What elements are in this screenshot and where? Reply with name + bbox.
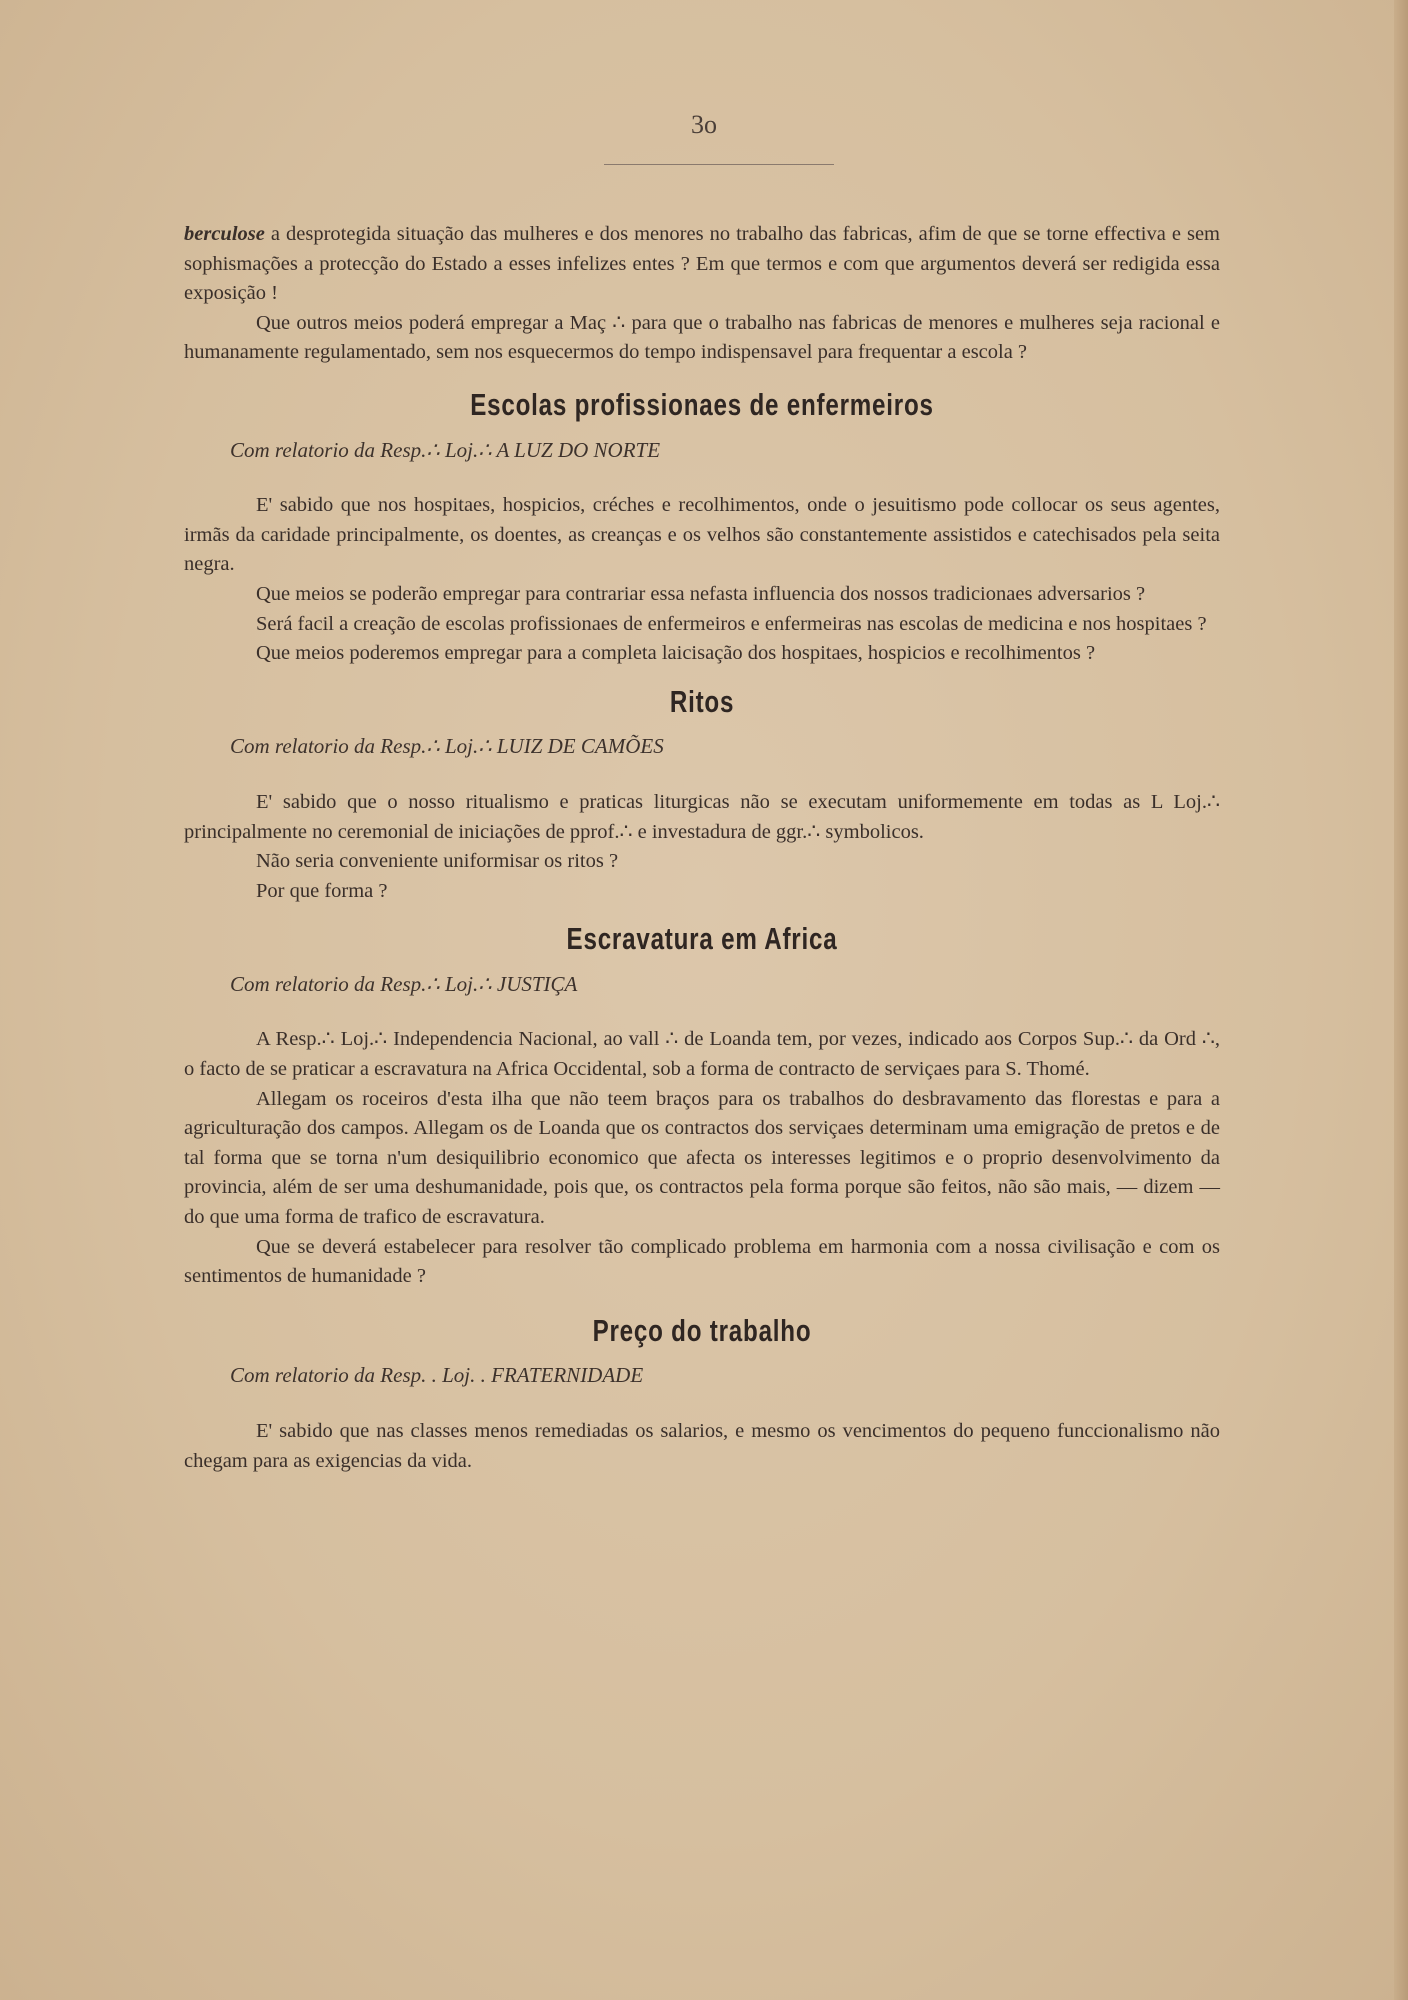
section-paragraph: E' sabido que o nosso ritualismo e praticas liturgicas não se executam uniformemente em todas as L Loj.∴ principalmente no ceremonial de iniciações de pprof.∴ e investadura de ggr.∴ symbolicos. [184, 790, 1220, 843]
section-paragraph: E' sabido que nas classes menos remediadas os salarios, e mesmo os vencimentos do pequeno funccionalismo não chegam para as exigencias da vida. [184, 1420, 1220, 1472]
section-paragraph: Que se deverá estabelecer para resolver tão complicado problema em harmonia com a nossa civilisação e com os sentimentos de humanidade ? [184, 1235, 1220, 1288]
intro-paragraph-1-text: a desprotegida situação das mulheres e dos menores no trabalho das fabricas, afim de que se torne effectiva e sem sophismações a protecção do Estado a esses infelizes entes ? Em que termos e com que argumentos deverá ser redigida essa exposição ! [184, 223, 1220, 305]
intro-paragraph-1 [184, 220, 1220, 309]
section-paragraph: A Resp.∴ Loj.∴ Independencia Nacional, ao vall ∴ de Loanda tem, por vezes, indicado aos Corpos Sup.∴ da Ord ∴, o facto de se praticar a escravatura na Africa Occidental, sob a forma de contracto de serviçaes para S. Thomé. [184, 1028, 1220, 1081]
intro-lead-word: berculose [184, 223, 265, 245]
section-relatorio-escravatura: Com relatorio da Resp.∴ Loj.∴ JUSTIÇA [230, 971, 578, 996]
page-number: 3o [691, 110, 717, 139]
section-paragraph: E' sabido que nos hospitaes, hospicios, créches e recolhimentos, onde o jesuitismo pode collocar os seus agentes, irmãs da caridade principalmente, os doentes, as creanças e os velhos são constantemente assistidos e catechisados pela seita negra. [184, 494, 1220, 576]
section-relatorio-ritos: Com relatorio da Resp.∴ Loj.∴ LUIZ DE CAMÕES [230, 734, 664, 759]
section-title-preco-trabalho: Preço do trabalho [592, 1312, 812, 1348]
section-relatorio-preco-trabalho: Com relatorio da Resp. . Loj. . FRATERNIDADE [230, 1363, 644, 1388]
section-paragraph: Não seria conveniente uniformisar os ritos ? [256, 850, 619, 873]
page-edge [1394, 0, 1408, 2000]
section-paragraph: Que meios se poderão empregar para contrariar essa nefasta influencia dos nossos tradicionaes adversarios ? [256, 582, 1146, 605]
section-paragraph: Allegam os roceiros d'esta ilha que não teem braços para os trabalhos do desbravamento das florestas e para a agriculturação dos campos. Allegam os de Loanda que os contractos dos serviçaes determinam uma emigração de pretos e de tal forma que se torna n'um desiquilibrio economico que afecta os interesses legitimos e o proprio desenvolvimento da provincia, além de ser uma deshumanidade, pois que, os contractos pela forma porque são feitos, não são mais, — dizem — do que uma forma de trafico de escravatura. [184, 1087, 1220, 1229]
header-rule [604, 164, 834, 165]
page-body [184, 220, 1220, 1476]
section-title-ritos: Ritos [669, 683, 735, 719]
section-paragraph: Por que forma ? [256, 879, 388, 902]
section-paragraph: Será facil a creação de escolas profissionaes de enfermeiros e enfermeiras nas escolas de medicina e nos hospitaes ? [256, 612, 1207, 635]
section-title-escravatura: Escravatura em Africa [566, 921, 838, 957]
section-relatorio-enfermeiros: Com relatorio da Resp.∴ Loj.∴ A LUZ DO NORTE [230, 437, 661, 462]
section-paragraph: Que meios poderemos empregar para a completa laicisação dos hospitaes, hospicios e recolhimentos ? [256, 642, 1096, 665]
intro-paragraph-2: Que outros meios poderá empregar a Maç ∴ para que o trabalho nas fabricas de menores e mulheres seja racional e humanamente regulamentado, sem nos esquecermos do tempo indispensavel para frequentar a escola ? [184, 311, 1220, 364]
section-title-enfermeiros: Escolas profissionaes de enfermeiros [470, 386, 934, 422]
